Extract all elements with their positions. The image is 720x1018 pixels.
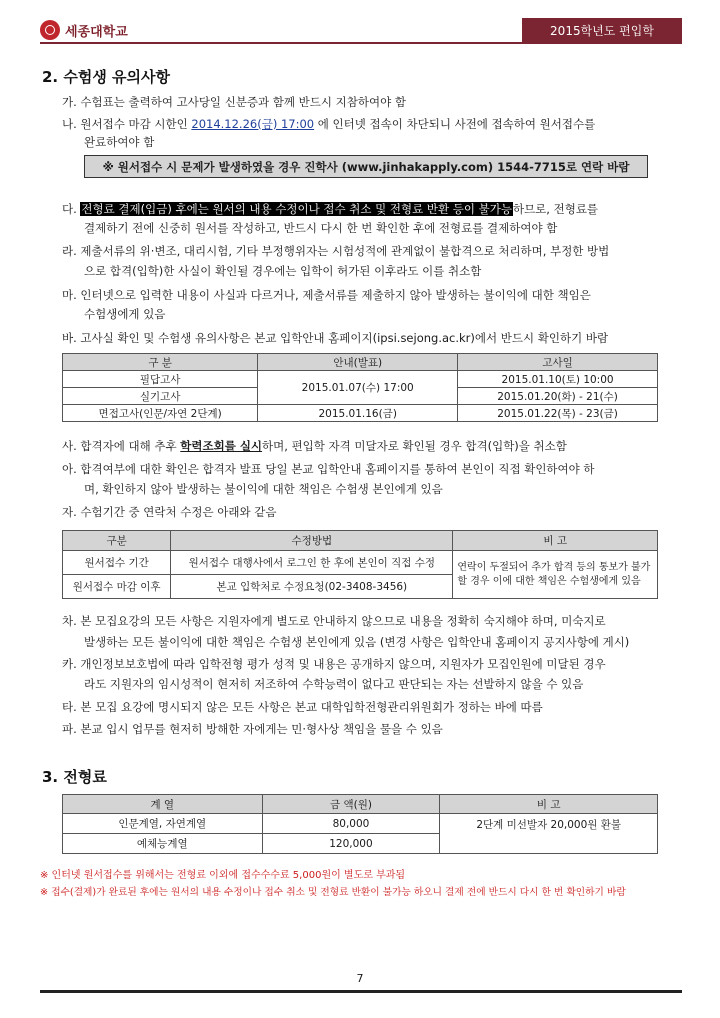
footer-divider [40, 990, 682, 993]
item-a-line2: 며, 확인하지 않아 발생하는 불이익에 대한 책임은 수험생 본인에게 있음 [84, 482, 443, 496]
table-cell: 실기고사 [63, 388, 258, 405]
table-cell: 원서접수 마감 이후 [63, 575, 171, 599]
table-cell: 면접고사(인문/자연 2단계) [63, 405, 258, 422]
table-header: 수정방법 [171, 531, 453, 551]
table-header: 계 열 [63, 795, 263, 814]
table-header: 고사일 [458, 354, 658, 371]
table-cell: 본교 입학처로 수정요청(02-3408-3456) [171, 575, 453, 599]
table-cell: 2015.01.20(화) - 21(수) [458, 388, 658, 405]
contact-notice-box: ※ 원서접수 시 문제가 발생하였을 경우 진학사 (www.jinhakapply.com) 1544-7715로 연락 바람 [84, 155, 648, 178]
table-cell: 필답고사 [63, 371, 258, 388]
page-number: 7 [356, 972, 364, 985]
table-header: 구 분 [63, 354, 258, 371]
item-na-line1 [62, 116, 595, 132]
item-ma-line1: 마. 인터넷으로 입력한 내용이 사실과 다르거나, 제출서류를 제출하지 않아 발생하는 불이익에 대한 책임은 [62, 288, 591, 302]
item-a-line1: 아. 합격여부에 대한 확인은 합격자 발표 당일 본교 입학안내 홈페이지를 통하여 본인이 직접 확인하여야 하 [62, 462, 595, 476]
page-header [0, 0, 720, 50]
item-ka-line2: 라도 지원자의 임시성적이 현저히 저조하여 수학능력이 없다고 판단되는 자는 선발하지 않을 수 있음 [84, 677, 584, 691]
section-2-title: 2. 수험생 유의사항 [42, 68, 171, 86]
item-da-suffix: 하므로, 전형료를 [512, 202, 599, 216]
header-divider [40, 42, 682, 44]
table-cell: 연락이 두절되어 추가 합격 등의 통보가 불가할 경우 이에 대한 책임은 수험생에게 있음 [453, 551, 658, 599]
exam-schedule-table [62, 353, 658, 422]
item-da-line1 [62, 201, 598, 217]
table-header: 비 고 [453, 531, 658, 551]
fee-note-1: ※ 인터넷 원서접수를 위해서는 전형료 이외에 접수수수료 5,000원이 별도로 부과됨 [40, 870, 406, 881]
table-header: 구분 [63, 531, 171, 551]
table-header: 금 액(원) [262, 795, 440, 814]
item-da-prefix: 다. [62, 202, 81, 216]
item-ta: 타. 본 모집 요강에 명시되지 않은 모든 사항은 본교 대학입학전형관리위원회가 정하는 바에 따름 [62, 700, 543, 714]
item-na-suffix: 에 인터넷 접속이 차단되니 사전에 접속하여 원서접수를 [314, 117, 596, 131]
deadline-date: 2014.12.26(금) 17:00 [191, 117, 315, 131]
table-cell: 2015.01.16(금) [258, 405, 458, 422]
item-sa-prefix: 사. 합격자에 대해 추후 [62, 439, 181, 453]
item-cha-line2: 발생하는 모든 불이익에 대한 책임은 수험생 본인에게 있음 (변경 사항은 입학안내 홈페이지 공지사항에 게시) [84, 635, 630, 649]
item-ra-line2: 으로 합격(입학)한 사실이 확인될 경우에는 입학이 허가된 이후라도 이를 취소함 [84, 264, 482, 278]
table-header: 비 고 [440, 795, 658, 814]
item-ra-line1: 라. 제출서류의 위·변조, 대리시험, 기타 부정행위자는 시험성적에 관계없이 불합격으로 처리하며, 부정한 방법 [62, 244, 610, 258]
header-year-tab: 2015학년도 편입학 [522, 18, 682, 42]
item-ga: 가. 수험표는 출력하여 고사당일 신분증과 함께 반드시 지참하여야 함 [62, 95, 406, 109]
section-3-title: 3. 전형료 [42, 768, 107, 786]
table-cell: 120,000 [262, 834, 440, 854]
table-cell: 80,000 [262, 814, 440, 834]
university-name: 세종대학교 [65, 24, 128, 40]
table-cell: 2015.01.22(목) - 23(금) [458, 405, 658, 422]
item-pa: 파. 본교 입시 업무를 현저히 방해한 자에게는 민·형사상 책임을 물을 수 있음 [62, 722, 443, 736]
academic-check-emphasis: 학력조회를 실시 [180, 439, 263, 453]
table-cell: 2단계 미선발자 20,000원 환불 [440, 814, 658, 854]
table-header: 안내(발표) [258, 354, 458, 371]
item-na-prefix: 나. 원서접수 마감 시한인 [62, 117, 192, 131]
item-sa-suffix: 하며, 편입학 자격 미달자로 확인될 경우 합격(입학)을 취소함 [262, 439, 567, 453]
item-cha-line1: 차. 본 모집요강의 모든 사항은 지원자에게 별도로 안내하지 않으므로 내용을 정확히 숙지해야 하며, 미숙지로 [62, 614, 606, 628]
item-ka-line1: 카. 개인정보보호법에 따라 입학전형 평가 성적 및 내용은 공개하지 않으며, 지원자가 모집인원에 미달된 경우 [62, 657, 606, 671]
table-cell: 예체능계열 [63, 834, 263, 854]
contact-change-table [62, 530, 658, 599]
university-logo [40, 20, 128, 40]
item-ma-line2: 수험생에게 있음 [84, 307, 166, 321]
item-ba: 바. 고사실 확인 및 수험생 유의사항은 본교 입학안내 홈페이지(ipsi.sejong.ac.kr)에서 반드시 확인하기 바람 [62, 331, 609, 345]
table-cell: 인문계열, 자연계열 [63, 814, 263, 834]
item-ja: 자. 수험기간 중 연락처 수정은 아래와 같음 [62, 505, 277, 519]
item-na-line2: 완료하여야 함 [84, 135, 155, 149]
item-da-line2: 결제하기 전에 신중히 원서를 작성하고, 반드시 다시 한 번 확인한 후에 전형료를 결제하여야 함 [84, 221, 558, 235]
fee-table [62, 794, 658, 854]
table-cell: 원서접수 대행사에서 로그인 한 후에 본인이 직접 수정 [171, 551, 453, 575]
table-cell: 원서접수 기간 [63, 551, 171, 575]
fee-note-2: ※ 접수(결제)가 완료된 후에는 원서의 내용 수정이나 접수 취소 및 전형료 반환이 불가능 하오니 결제 전에 반드시 다시 한 번 확인하기 바람 [40, 887, 626, 898]
university-seal-icon [40, 20, 60, 40]
highlighted-warning: 전형료 결제(입금) 후에는 원서의 내용 수정이나 접수 취소 및 전형료 반환 등이 불가능 [81, 202, 512, 216]
item-sa [62, 438, 567, 454]
table-cell: 2015.01.07(수) 17:00 [258, 371, 458, 405]
table-cell: 2015.01.10(토) 10:00 [458, 371, 658, 388]
